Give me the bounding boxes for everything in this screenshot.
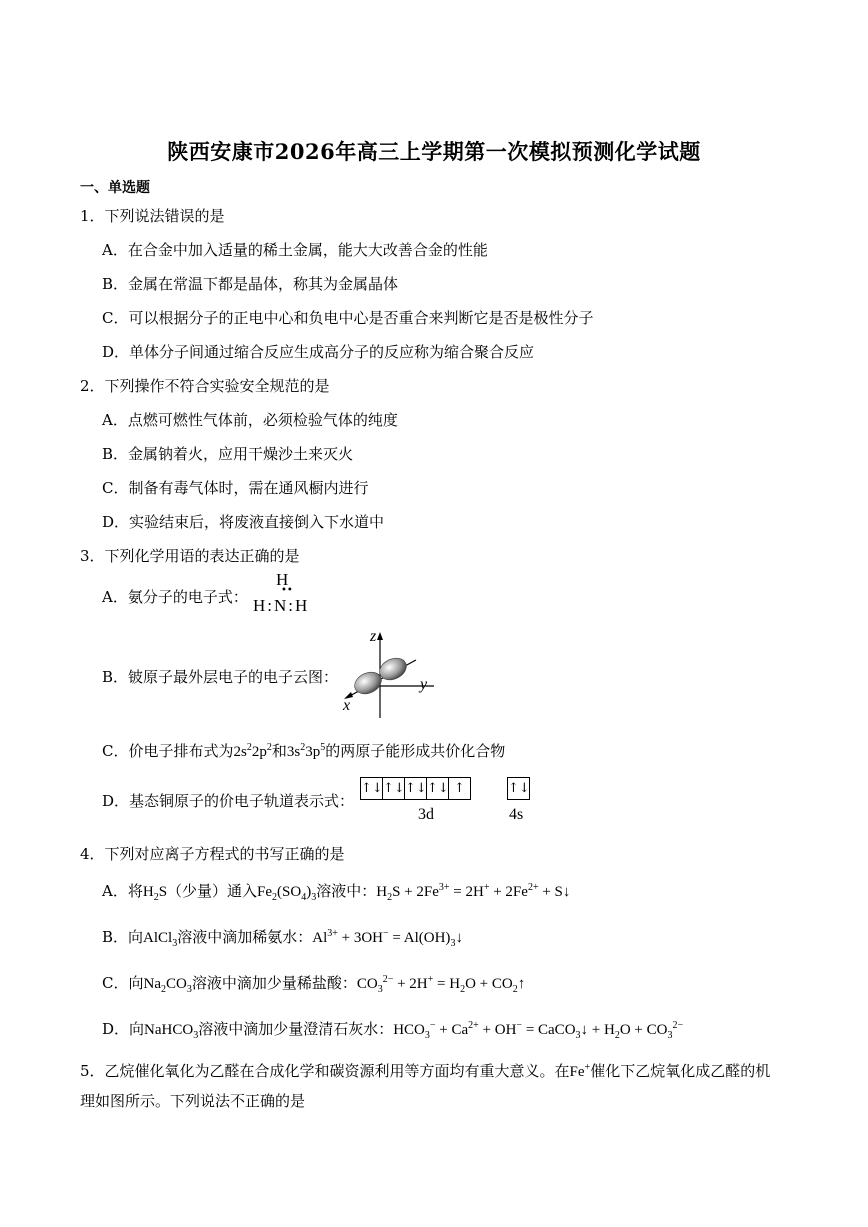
option-c-and: 和 xyxy=(271,742,287,760)
orbital-box-4: ↑↓ xyxy=(426,777,449,800)
axis-y-label: y xyxy=(420,676,428,693)
formula-fe2so43: $Fe_2(SO_4)_3$ xyxy=(257,884,317,903)
q5-line1-prefix: 5．乙烷催化氧化为乙醛在合成化学和碳资源利用等方面均有重大意义。在 xyxy=(80,1062,570,1080)
orbital-3d-boxes xyxy=(360,777,470,800)
config-2-p-sup: 5 xyxy=(320,742,326,753)
formula-alcl3: AlCl$_3$ xyxy=(143,930,178,949)
config-1-p: 2p xyxy=(251,744,267,760)
question-3-option-d: D．基态铜原子的价电子轨道表示式： xyxy=(102,792,355,810)
orbital-4s-box xyxy=(507,777,529,800)
question-4-option-b xyxy=(102,926,463,949)
config-1-p-sup: 2 xyxy=(266,742,272,753)
equation-d: $HCO_3^- + Ca^{2+} + OH^-$ = CaCO$_3$↓ + $H_2O + CO_3^{2-}$ xyxy=(393,1020,684,1041)
lewis-top-h: H xyxy=(276,570,289,589)
orbital-box-3: ↑↓ xyxy=(404,777,427,800)
config-2-s-sup: 2 xyxy=(300,742,306,753)
config-2-s: 3s xyxy=(286,744,301,760)
formula-nahco3: NaHCO$_3$ xyxy=(144,1022,199,1041)
axis-x-label: x xyxy=(343,697,351,714)
question-4-option-c xyxy=(102,972,525,995)
orbital-box-4s: ↑↓ xyxy=(507,777,530,800)
question-3-option-a: A．氨分子的电子式： xyxy=(102,588,248,606)
option-a-mid1: （少量）通入 xyxy=(167,882,258,900)
question-2-option-b: B．金属钠着火，应用干燥沙土来灭火 xyxy=(102,445,354,463)
question-2-option-d: D．实验结束后，将废液直接倒入下水道中 xyxy=(102,513,385,531)
question-1-stem: 1．下列说法错误的是 xyxy=(80,207,225,225)
formula-fe-plus: Fe+ xyxy=(569,1062,591,1080)
config-2 xyxy=(287,744,325,760)
question-3-option-b: B．铍原子最外层电子的电子云图： xyxy=(102,668,339,686)
lewis-middle-row: H:N:H xyxy=(253,596,310,615)
option-d-prefix: D．向 xyxy=(102,1020,145,1038)
config-2-p: 3p xyxy=(305,744,321,760)
formula-na2co3: $Na_2CO_3$ xyxy=(143,976,192,995)
config-1-s-sup: 2 xyxy=(246,742,252,753)
config-1-s: 2s xyxy=(233,744,247,760)
page-title: 陕西安康市2026年高三上学期第一次模拟预测化学试题 xyxy=(167,139,701,164)
question-1-option-d: D．单体分子间通过缩合反应生成高分子的反应称为缩合聚合反应 xyxy=(102,343,535,361)
option-b-prefix: B．向 xyxy=(102,928,144,946)
question-2-option-a: A．点燃可燃性气体前，必须检验气体的纯度 xyxy=(102,411,398,429)
option-c-suffix: 的两原子能形成共价化合物 xyxy=(325,742,506,760)
equation-a: $H_2S + 2Fe^{3+} = 2H^+ + 2Fe^{2+}$ + S↓ xyxy=(376,882,571,903)
question-5-line-2: 理如图所示。下列说法不正确的是 xyxy=(80,1092,306,1110)
formula-h2s: $H_2S$ xyxy=(142,884,168,903)
question-2-stem: 2．下列操作不符合实验安全规范的是 xyxy=(80,377,330,395)
question-4-option-a xyxy=(102,880,570,903)
question-2-option-c: C．制备有毒气体时，需在通风橱内进行 xyxy=(102,479,369,497)
electron-cloud-diagram xyxy=(338,628,438,720)
question-1-option-a: A．在合金中加入适量的稀土金属，能大大改善合金的性能 xyxy=(102,241,488,259)
orbital-box-2: ↑↓ xyxy=(382,777,405,800)
question-5-line-1 xyxy=(80,1060,800,1081)
question-3-stem: 3．下列化学用语的表达正确的是 xyxy=(80,547,300,565)
axis-z-label: z xyxy=(370,628,377,645)
config-1 xyxy=(233,744,271,760)
orbital-box-1: ↑↓ xyxy=(360,777,383,800)
question-1-option-b: B．金属在常温下都是晶体，称其为金属晶体 xyxy=(102,275,399,293)
option-c-prefix: C．价电子排布式为 xyxy=(102,742,234,760)
question-1-option-c: C．可以根据分子的正电中心和负电中心是否重合来判断它是否是极性分子 xyxy=(102,309,594,327)
equation-b: $Al^{3+} + 3OH^-$ = $Al(OH)_3↓$ xyxy=(312,928,463,949)
orbital-box-5: ↑ xyxy=(448,777,471,800)
option-c-mid: 溶液中滴加少量稀盐酸： xyxy=(191,974,357,992)
question-4-stem: 4．下列对应离子方程式的书写正确的是 xyxy=(80,845,345,863)
option-a-prefix: A．将 xyxy=(102,882,143,900)
equation-c: $CO_3^{2-} + 2H^+ = H_2O$ + $CO_2↑$ xyxy=(356,974,526,995)
option-b-mid: 溶液中滴加稀氨水： xyxy=(177,928,313,946)
orbital-4s-label: 4s xyxy=(509,806,524,823)
option-a-mid2: 溶液中： xyxy=(316,882,377,900)
section-heading: 一、单选题 xyxy=(80,180,150,196)
orbital-3d-label: 3d xyxy=(418,806,434,823)
option-c-prefix: C．向 xyxy=(102,974,144,992)
question-4-option-d xyxy=(102,1018,683,1041)
q5-line1-suffix: 催化下乙烷氧化成乙醛的机 xyxy=(590,1062,771,1080)
option-d-mid: 溶液中滴加少量澄清石灰水： xyxy=(198,1020,394,1038)
question-3-option-c xyxy=(102,740,505,761)
lewis-dots-top: •• xyxy=(281,585,293,596)
